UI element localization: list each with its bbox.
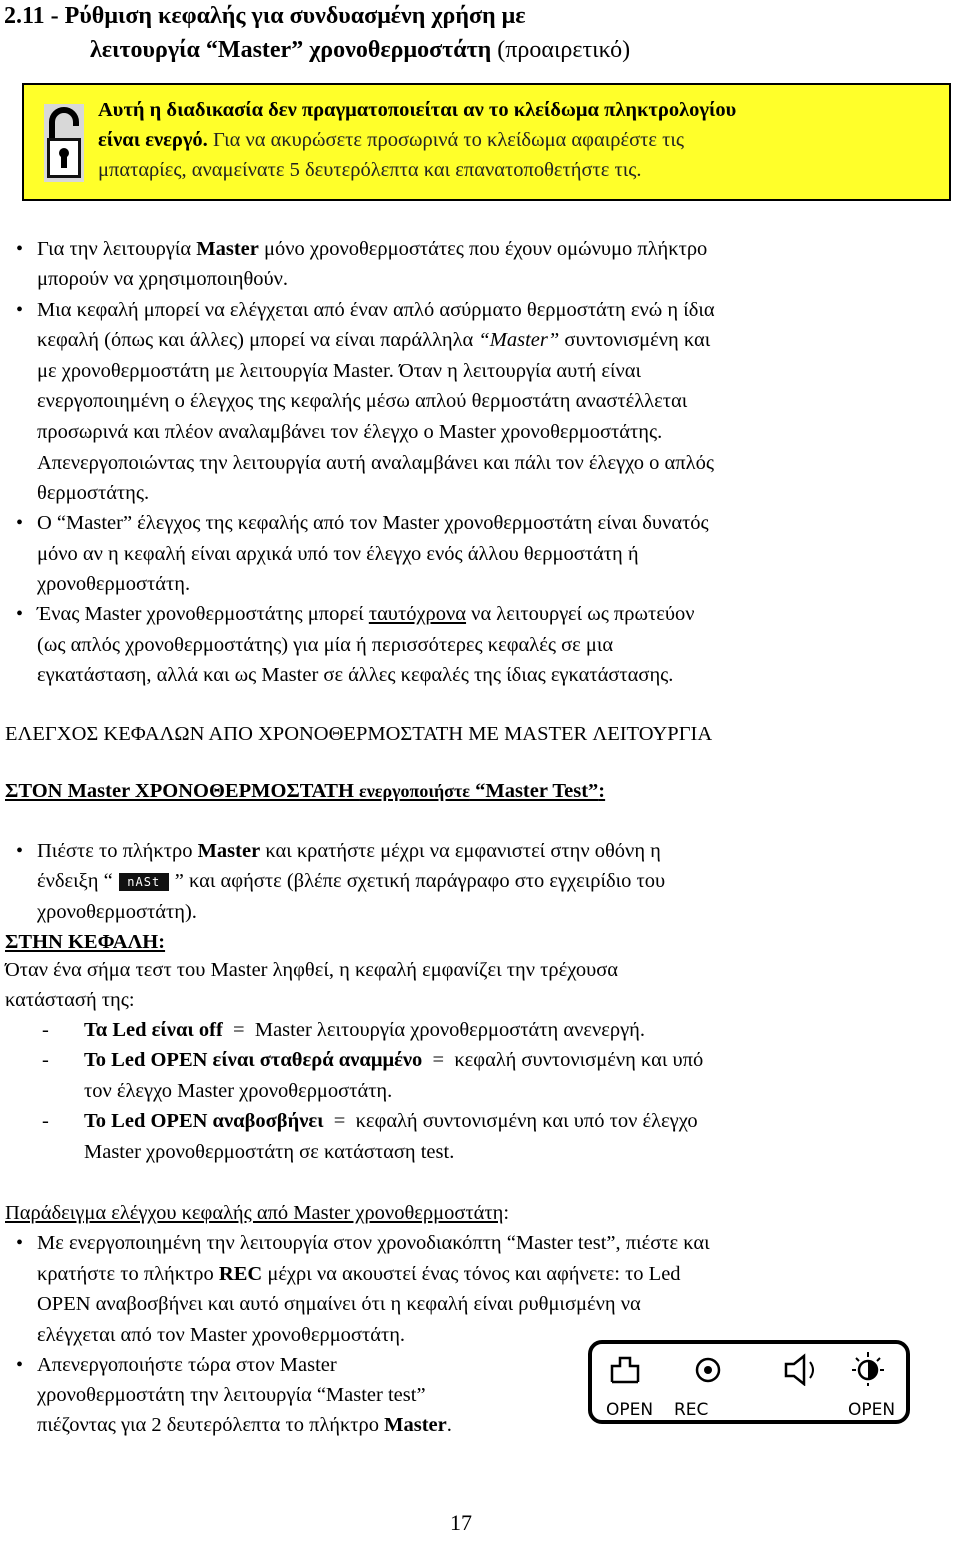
b2-line-6: Απενεργοποιώντας την λειτουργία αυτή αναλαμβάνει και πάλι τον έλεγχο ο απλός <box>37 452 714 474</box>
title-line-1: 2.11 - Ρύθμιση κεφαλής για συνδυασμένη χρήση με <box>4 3 526 29</box>
b4-line-3: εγκατάσταση, αλλά και ως Master σε άλλες κεφαλές της ίδιας εγκατάστασης. <box>37 664 674 686</box>
led-state-3-cont: Master χρονοθερμοστάτη σε κατάσταση test. <box>84 1141 455 1163</box>
head-text-1: Όταν ένα σήμα τεστ του Master ληφθεί, η κεφαλή εμφανίζει την τρέχουσα <box>5 959 619 981</box>
head-heading: ΣΤΗΝ ΚΕΦΑΛΗ: <box>5 931 166 953</box>
device-label-open-left: OPEN <box>606 1400 654 1420</box>
page-number: 17 <box>450 1510 472 1535</box>
led-state-3: Το Led OPEN αναβοσβήνει = κεφαλή συντονισμένη και υπό τον έλεγχο <box>84 1110 698 1132</box>
device-icons <box>608 1350 888 1386</box>
example-heading: Παράδειγμα ελέγχου κεφαλής από Master χρονοθερμοστάτη: <box>5 1202 510 1224</box>
example-s1-line-2: κρατήστε το πλήκτρο REC μέχρι να ακουστεί ένας τόνος και αφήνετε: το Led <box>37 1263 681 1285</box>
bullet-icon: • <box>16 1354 24 1376</box>
bullet-icon: • <box>16 1232 24 1254</box>
example-s2-line-3: πιέζοντας για 2 δευτερόλεπτα το πλήκτρο Master. <box>37 1414 452 1436</box>
example-s1-line-4: ελέγχεται από τον Master χρονοθερμοστάτη. <box>37 1324 406 1346</box>
head-text-2: κατάστασή της: <box>5 989 135 1011</box>
b2-line-3: με χρονοθερμοστάτη με λειτουργία Master. Όταν η λειτουργία αυτή είναι <box>37 360 641 382</box>
padlock-icon <box>44 104 84 182</box>
example-s1-line-3: OPEN αναβοσβήνει και αυτό σημαίνει ότι η κεφαλή είναι ρυθμισμένη να <box>37 1293 641 1315</box>
b2-line-4: ενεργοποιημένη ο έλεγχος της κεφαλής μέσω απλού θερμοστάτη αναστέλλεται <box>37 390 688 412</box>
section-heading: ΕΛΕΓΧΟΣ ΚΕΦΑΛΩΝ ΑΠΟ ΧΡΟΝΟΘΕΡΜΟΣΤΑΤΗ ΜΕ MASTER ΛΕΙΤΟΥΡΓΙΑ <box>5 723 713 745</box>
bullet-icon: • <box>16 238 24 260</box>
press-line-2: ένδειξη “ nASt ” και αφήστε (βλέπε σχετική παράγραφο στο εγχειρίδιο του <box>37 870 666 892</box>
title-line-2 <box>90 34 630 66</box>
bullet-icon: • <box>16 603 24 625</box>
b4-line-2: (ως απλός χρονοθερμοστάτης) για μία ή περισσότερες κεφαλές σε μια <box>37 634 614 656</box>
b2-line-5: προσωρινά και πλέον αναλαμβάνει τον έλεγχο ο Master χρονοθερμοστάτης. <box>37 421 663 443</box>
thermostat-heading: ΣΤΟΝ Master ΧΡΟΝΟΘΕΡΜΟΣΤΑΤΗ ενεργοποιήστε “Master Test”: <box>5 780 606 802</box>
device-label-rec: REC <box>674 1400 709 1420</box>
example-s2-line-1: Απενεργοποιήστε τώρα στον Master <box>37 1354 337 1376</box>
dash-marker: - <box>42 1110 49 1132</box>
warning-line-2 <box>98 124 684 156</box>
led-state-1: Τα Led είναι off = Master λειτουργία χρονοθερμοστάτη ανενεργή. <box>84 1019 646 1041</box>
b1-line-1: Για την λειτουργία Master μόνο χρονοθερμοστάτες που έχουν ομώνυμο πλήκτρο <box>37 238 708 260</box>
press-line-3: χρονοθερμοστάτη). <box>37 901 197 923</box>
b2-line-7: θερμοστάτης. <box>37 482 150 504</box>
led-state-2: Το Led OPEN είναι σταθερά αναμμένο = κεφαλή συντονισμένη και υπό <box>84 1049 704 1071</box>
title-optional: (προαιρετικό) <box>491 37 631 63</box>
example-s2-line-2: χρονοθερμοστάτη την λειτουργία “Master test” <box>37 1384 426 1406</box>
device-label-open-right: OPEN <box>848 1400 896 1420</box>
warning-line-3: μπαταρίες, αναμείνατε 5 δευτερόλεπτα και επανατοποθετήστε τις. <box>98 159 642 181</box>
b2-line-2: κεφαλή (όπως και άλλες) μπορεί να είναι παράλληλα “Master” συντονισμένη και <box>37 329 711 351</box>
lcd-display: nASt <box>119 873 169 891</box>
warning-active-text: είναι ενεργό. <box>98 129 208 151</box>
press-line-1: Πιέστε το πλήκτρο Master και κρατήστε μέχρι να εμφανιστεί στην οθόνη η <box>37 840 661 862</box>
bullet-icon: • <box>16 512 24 534</box>
warning-line-1: Αυτή η διαδικασία δεν πραγματοποιείται αν το κλείδωμα πληκτρολογίου <box>98 99 737 121</box>
b2-line-1: Μια κεφαλή μπορεί να ελέγχεται από έναν απλό ασύρματο θερμοστάτη ενώ η ίδια <box>37 299 715 321</box>
bullet-icon: • <box>16 840 24 862</box>
example-s1-line-1: Με ενεργοποιημένη την λειτουργία στον χρονοδιακόπτη “Master test”, πιέστε και <box>37 1232 710 1254</box>
dash-marker: - <box>42 1049 49 1071</box>
device-panel <box>588 1340 910 1424</box>
led-state-2-cont: τον έλεγχο Master χρονοθερμοστάτη. <box>84 1080 393 1102</box>
b1-line-2: μπορούν να χρησιμοποιηθούν. <box>37 268 289 290</box>
b3-line-2: μόνο αν η κεφαλή είναι αρχικά υπό τον έλεγχο ενός άλλου θερμοστάτη ή <box>37 543 639 565</box>
dash-marker: - <box>42 1019 49 1041</box>
warning-instruction: Για να ακυρώσετε προσωρινά το κλείδωμα αφαιρέστε τις <box>207 129 684 151</box>
b3-line-3: χρονοθερμοστάτη. <box>37 573 191 595</box>
b3-line-1: Ο “Master” έλεγχος της κεφαλής από τον Master χρονοθερμοστάτη είναι δυνατός <box>37 512 709 534</box>
title-feature: λειτουργία “Master” χρονοθερμοστάτη <box>90 37 492 63</box>
b4-line-1: Ένας Master χρονοθερμοστάτης μπορεί ταυτόχρονα να λειτουργεί ως πρωτεύον <box>37 603 695 625</box>
bullet-icon: • <box>16 299 24 321</box>
